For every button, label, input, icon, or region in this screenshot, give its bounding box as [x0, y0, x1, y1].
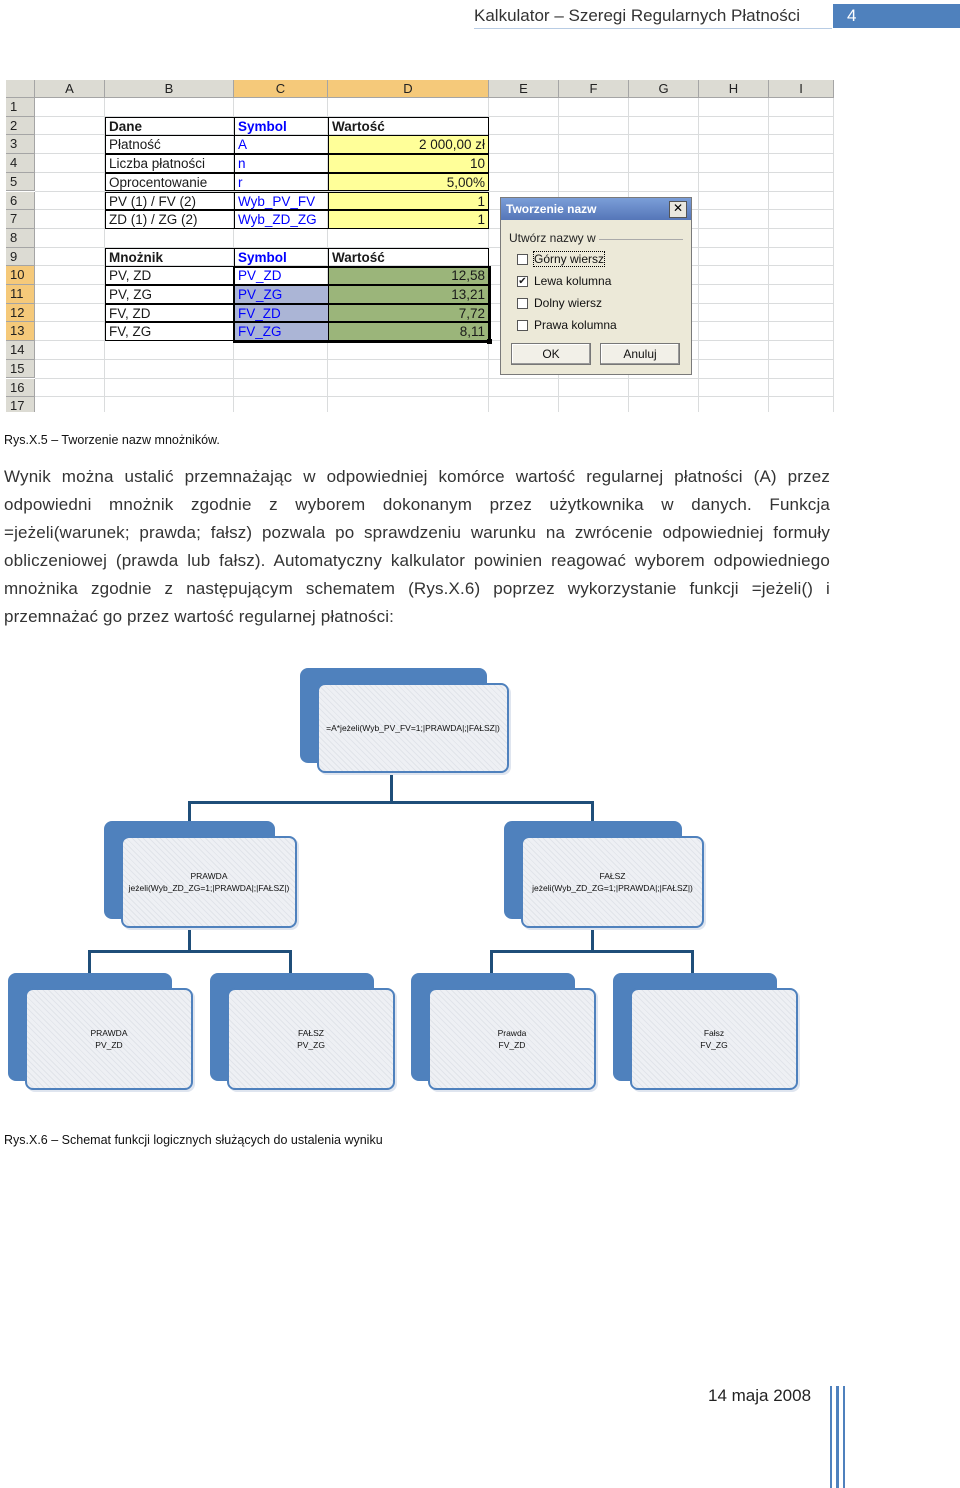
connector-level1: [188, 801, 594, 804]
figure-caption-6: Rys.X.6 – Schemat funkcji logicznych służących do ustalenia wyniku: [4, 1133, 383, 1147]
checkbox-left-column[interactable]: ✔: [518, 276, 527, 287]
cell-header-wartosc-2[interactable]: Wartość: [328, 248, 489, 267]
row-header-17[interactable]: 17: [6, 397, 35, 412]
data-table-cell[interactable]: PV (1) / FV (2): [105, 192, 235, 211]
leaf2-line1: FAŁSZ: [298, 1028, 324, 1038]
cell-header-wartosc[interactable]: Wartość: [328, 117, 489, 136]
multiplier-table-cell[interactable]: FV_ZD: [234, 304, 329, 323]
spreadsheet-screenshot: [6, 80, 834, 412]
checkbox-bottom-row[interactable]: [517, 298, 528, 309]
dialog-title: Tworzenie nazw: [501, 198, 691, 220]
true-branch-line2: jeżeli(Wyb_ZD_ZG=1;|PRAWDA|;|FAŁSZ|): [128, 883, 290, 893]
data-table-cell[interactable]: Płatność: [105, 135, 235, 154]
data-table-cell[interactable]: r: [234, 173, 329, 192]
data-table-cell[interactable]: Wyb_PV_FV: [234, 192, 329, 211]
column-header-g[interactable]: G: [629, 80, 699, 98]
leaf4-line1: Fałsz: [703, 1028, 725, 1038]
data-table-cell[interactable]: ZD (1) / ZG (2): [105, 210, 235, 229]
footer-bar-1: [830, 1386, 832, 1488]
column-header-a[interactable]: A: [35, 80, 105, 98]
connector-leaf-2: [289, 950, 292, 975]
header-divider: [474, 28, 832, 29]
leaf-node-fv-zd: [428, 988, 596, 1090]
true-branch-node: [121, 836, 297, 928]
data-table-cell[interactable]: Liczba płatności: [105, 154, 235, 173]
grid-line: [35, 359, 834, 360]
multiplier-table-cell[interactable]: 8,11: [328, 322, 489, 341]
multiplier-table-cell[interactable]: FV, ZD: [105, 304, 235, 323]
grid-line: [768, 98, 769, 412]
leaf3-line1: Prawda: [497, 1028, 527, 1038]
row-header-6[interactable]: 6: [6, 192, 35, 211]
data-table-cell[interactable]: Wyb_ZD_ZG: [234, 210, 329, 229]
multiplier-table-cell[interactable]: FV_ZG: [234, 322, 329, 341]
grid-line: [833, 98, 834, 412]
leaf1-line1: PRAWDA: [90, 1028, 128, 1038]
multiplier-table-cell[interactable]: 13,21: [328, 285, 489, 304]
connector-leaf-1: [88, 950, 91, 975]
row-header-7[interactable]: 7: [6, 210, 35, 229]
multiplier-table-cell[interactable]: PV_ZD: [234, 266, 329, 285]
row-header-4[interactable]: 4: [6, 154, 35, 173]
false-branch-node: [521, 836, 704, 928]
checkbox-bottom-row-label[interactable]: Dolny wiersz: [534, 296, 603, 310]
checkbox-left-column-label[interactable]: Lewa kolumna: [534, 274, 612, 288]
grid-line: [35, 378, 834, 379]
root-node: [317, 683, 509, 773]
row-header-13[interactable]: 13: [6, 322, 35, 341]
footer-bar-2: [836, 1386, 839, 1488]
multiplier-table-cell[interactable]: PV, ZG: [105, 285, 235, 304]
connector-right-level2: [490, 950, 694, 953]
grid-line: [698, 98, 699, 412]
checkbox-top-row[interactable]: [517, 254, 528, 265]
create-names-dialog: [500, 197, 692, 375]
column-header-f[interactable]: F: [559, 80, 629, 98]
false-branch-line2: jeżeli(Wyb_ZD_ZG=1;|PRAWDA|;|FAŁSZ|): [532, 883, 693, 893]
connector-left: [188, 801, 191, 823]
body-paragraph: Wynik można ustalić przemnażając w odpowiedniej komórce wartość regularnej płatności (A) przez odpowiedni mnożnik zgodnie z wyborem dokonanym przez użytkownika w danych. Funkcja =jeżeli(warunek; prawda; fałsz) pozwala po sprawdzeniu warunku na zwrócenie odpowiedniej formuły obliczeniowej (prawda lub fałsz). Automatyczny kalkulator powinien reagować wyborem odpowiedniego mnożnika zgodnie z następującym schematem (Rys.X.6) poprzez wykorzystanie funkcji =jeżeli() i przemnażać go przez wartość regularnej płatności:: [4, 467, 830, 626]
select-all-corner[interactable]: [6, 80, 35, 98]
column-header-e[interactable]: E: [489, 80, 559, 98]
row-header-1[interactable]: 1: [6, 98, 35, 117]
row-header-16[interactable]: 16: [6, 379, 35, 398]
leaf-node-fv-zg: [630, 988, 798, 1090]
row-header-5[interactable]: 5: [6, 173, 35, 192]
footer-bar-3: [843, 1386, 845, 1488]
checkbox-right-column-label[interactable]: Prawa kolumna: [534, 318, 617, 332]
leaf2-line2: PV_ZG: [297, 1040, 325, 1050]
cell-header-symbol[interactable]: Symbol: [234, 117, 329, 136]
connector-left-level2: [88, 950, 292, 953]
leaf3-line2: FV_ZD: [498, 1040, 526, 1050]
cell-header-mnoznik[interactable]: Mnożnik: [105, 248, 235, 267]
column-header-c[interactable]: C: [234, 80, 328, 98]
multiplier-table-cell[interactable]: PV_ZG: [234, 285, 329, 304]
row-header-10[interactable]: 10: [6, 266, 35, 285]
column-header-b[interactable]: B: [105, 80, 234, 98]
page-header-title: Kalkulator – Szeregi Regularnych Płatności: [474, 6, 801, 25]
group-divider: [599, 239, 683, 240]
data-table-cell[interactable]: 2 000,00 zł: [328, 135, 489, 154]
multiplier-table-cell[interactable]: PV, ZD: [105, 266, 235, 285]
data-table-cell[interactable]: 1: [328, 192, 489, 211]
leaf-node-pv-zg: [227, 988, 395, 1090]
footer-date: 14 maja 2008: [708, 1386, 812, 1405]
connector-leaf-4: [691, 950, 694, 975]
connector-leaf-3: [490, 950, 493, 975]
ok-button[interactable]: OK: [511, 343, 591, 365]
cell-header-symbol-2[interactable]: Symbol: [234, 248, 329, 267]
data-table-cell[interactable]: 1: [328, 210, 489, 229]
true-branch-line1: PRAWDA: [190, 871, 228, 881]
close-icon[interactable]: ✕: [669, 201, 687, 218]
false-branch-line1: FAŁSZ: [599, 871, 626, 881]
row-header-14[interactable]: 14: [6, 341, 35, 360]
data-table-cell[interactable]: 10: [328, 154, 489, 173]
page-number: 4: [833, 4, 960, 28]
multiplier-table-cell[interactable]: 7,72: [328, 304, 489, 323]
multiplier-table-cell[interactable]: FV, ZG: [105, 322, 235, 341]
cell-header-dane[interactable]: Dane: [105, 117, 235, 136]
connector-right: [591, 801, 594, 823]
data-table-cell[interactable]: Oprocentowanie: [105, 173, 235, 192]
row-header-8[interactable]: 8: [6, 229, 35, 248]
column-header-i[interactable]: I: [769, 80, 834, 98]
leaf1-line2: PV_ZD: [95, 1040, 123, 1050]
row-header-11[interactable]: 11: [6, 285, 35, 304]
data-table-cell[interactable]: n: [234, 154, 329, 173]
multiplier-table-cell[interactable]: 12,58: [328, 266, 489, 285]
row-header-15[interactable]: 15: [6, 360, 35, 379]
row-header-3[interactable]: 3: [6, 135, 35, 154]
data-table-cell[interactable]: A: [234, 135, 329, 154]
fill-handle[interactable]: [487, 339, 492, 344]
checkbox-top-row-label[interactable]: Górny wiersz: [534, 252, 605, 266]
root-node-label: =A*jeżeli(Wyb_PV_FV=1;|PRAWDA|;|FAŁSZ|): [326, 723, 500, 733]
data-table-cell[interactable]: 5,00%: [328, 173, 489, 192]
leaf4-line2: FV_ZG: [700, 1040, 728, 1050]
column-header-d[interactable]: D: [328, 80, 489, 98]
leaf-node-pv-zd: [25, 988, 193, 1090]
figure-caption-5: Rys.X.5 – Tworzenie nazw mnożników.: [4, 433, 220, 447]
row-header-2[interactable]: 2: [6, 117, 35, 136]
checkbox-right-column[interactable]: [517, 320, 528, 331]
row-header-12[interactable]: 12: [6, 304, 35, 323]
row-header-9[interactable]: 9: [6, 248, 35, 267]
column-header-h[interactable]: H: [699, 80, 769, 98]
grid-line: [35, 396, 834, 397]
cancel-button[interactable]: Anuluj: [600, 343, 680, 365]
dialog-group-label: Utwórz nazwy w: [509, 231, 596, 245]
